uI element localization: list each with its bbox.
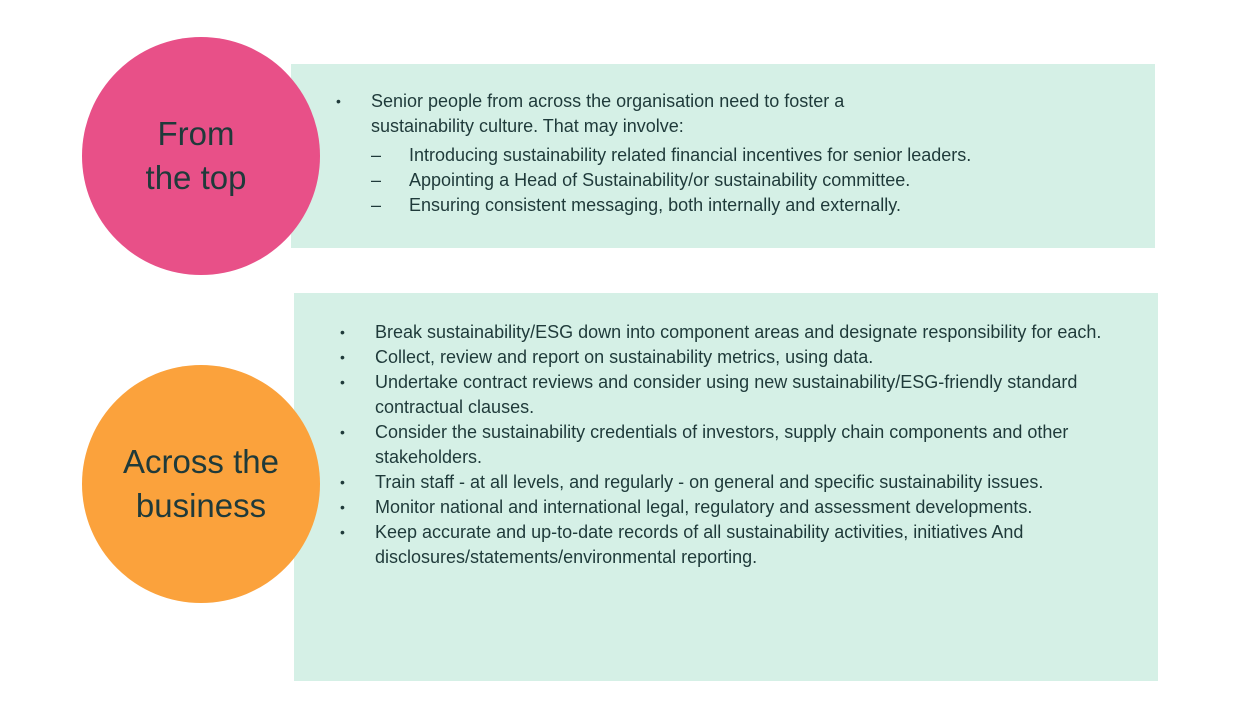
bullet-icon: •: [336, 93, 341, 109]
list-item: [340, 520, 1105, 570]
list-item-text: Undertake contract reviews and consider using new sustainability/ESG-friendly standard contractual clauses.: [375, 372, 1078, 417]
list-item-text: Monitor national and international legal, regulatory and assessment developments.: [375, 497, 1033, 517]
list-item: [340, 420, 1105, 470]
across-the-business-title-line2: business: [135, 487, 267, 524]
sub-list-item-text: Ensuring consistent messaging, both internally and externally.: [409, 195, 901, 215]
list-item-text: Train staff - at all levels, and regularly - on general and specific sustainability issues.: [375, 472, 1044, 492]
list-item: [336, 89, 972, 218]
list-item: [340, 495, 1105, 520]
bullet-icon: •: [340, 349, 345, 365]
list-item-text: Collect, review and report on sustainability metrics, using data.: [375, 347, 874, 367]
from-the-top-circle: [82, 37, 320, 275]
sub-list-item: [371, 143, 1111, 168]
list-item: [340, 320, 1105, 345]
sub-list-item-text: Introducing sustainability related financial incentives for senior leaders.: [409, 145, 972, 165]
across-the-business-circle: [82, 365, 320, 603]
bullet-icon: •: [340, 499, 345, 515]
sub-list-item: [371, 168, 1111, 193]
list-item-text: Senior people from across the organisation need to foster a sustainability culture. That may involve:: [371, 91, 845, 136]
bullet-icon: •: [340, 374, 345, 390]
list-item: [340, 470, 1105, 495]
dash-icon: –: [371, 170, 382, 190]
bullet-icon: •: [340, 474, 345, 490]
bullet-icon: •: [340, 324, 345, 340]
across-the-business-title-line1: Across the: [123, 443, 279, 480]
from-the-top-title-line1: From: [157, 115, 235, 152]
from-the-top-title-line2: the top: [145, 159, 247, 196]
from-the-top-list: [336, 89, 972, 218]
list-item: [340, 370, 1105, 420]
bullet-icon: •: [340, 524, 345, 540]
across-the-business-list: [340, 320, 1105, 570]
sub-list-item-text: Appointing a Head of Sustainability/or sustainability committee.: [409, 170, 911, 190]
list-item-text: Consider the sustainability credentials of investors, supply chain components and other stakeholders.: [375, 422, 1069, 467]
list-item-text: Keep accurate and up-to-date records of all sustainability activities, initiatives And disclosures/statements/environmental reporting.: [375, 522, 1024, 567]
from-the-top-sub-list: [371, 143, 1111, 218]
list-item: [340, 345, 1105, 370]
dash-icon: –: [371, 195, 382, 215]
bullet-icon: •: [340, 424, 345, 440]
dash-icon: –: [371, 145, 382, 165]
sub-list-item: [371, 193, 1111, 218]
list-item-text: Break sustainability/ESG down into component areas and designate responsibility for each.: [375, 322, 1102, 342]
